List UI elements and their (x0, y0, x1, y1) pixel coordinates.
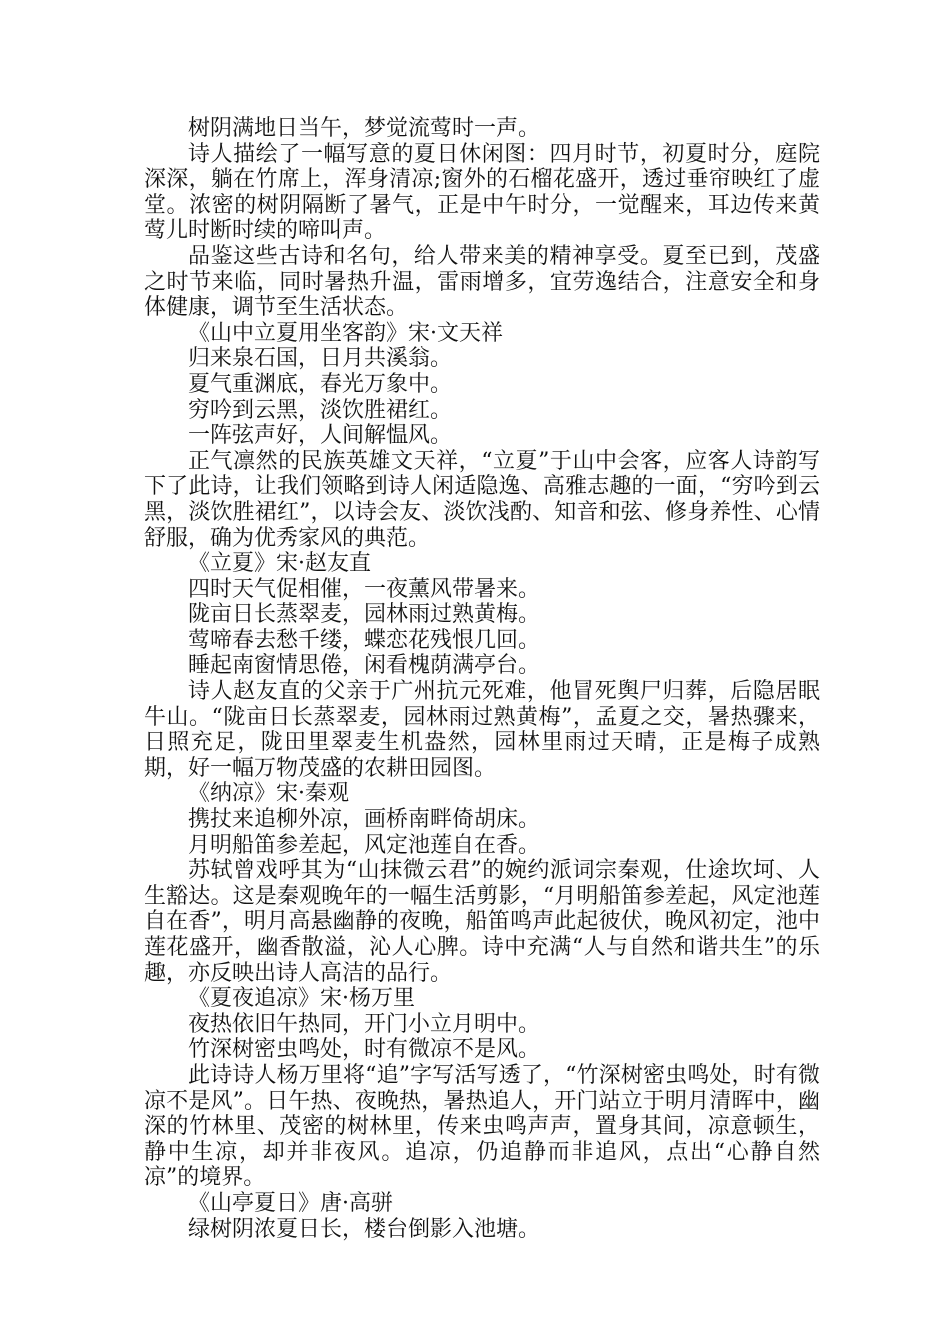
poem-line: 绿树阴浓夏日长，楼台倒影入池塘。 (188, 1216, 541, 1242)
poem-line: 陇亩日长蒸翠麦，园林雨过熟黄梅。 (188, 602, 541, 628)
poem-title: 《立夏》宋·赵友直 (188, 551, 371, 577)
commentary-paragraph: 正气凛然的民族英雄文天祥，“立夏”于山中会客，应客人诗韵写下了此诗，让我们领略到诗人闲适隐逸、高雅志趣的一面，“穷吟到云黑，淡饮胜裙红”，以诗会友、淡饮浅酌、知音和弦、修身养性、心情舒服，确为优秀家风的典范。 (144, 448, 820, 551)
poem-line: 月明船笛参差起，风定池莲自在香。 (188, 832, 541, 858)
poem-line: 夏气重渊底，春光万象中。 (188, 371, 453, 397)
document-body (144, 116, 820, 1242)
poem-line: 莺啼春去愁千缕，蝶恋花残恨几回。 (188, 627, 541, 653)
poem-line: 夜热依旧午热同，开门小立月明中。 (188, 1011, 541, 1037)
poem-line: 一阵弦声好，人间解愠风。 (188, 423, 453, 449)
poem-line: 归来泉石国，日月共溪翁。 (188, 346, 453, 372)
poem-title: 《纳凉》宋·秦观 (188, 781, 349, 807)
poem-line: 睡起南窗情思倦，闲看槐荫满亭台。 (188, 653, 541, 679)
poem-line: 携扙来追柳外凉，画桥南畔倚胡床。 (188, 807, 541, 833)
commentary-paragraph: 苏轼曾戏呼其为“山抹微云君”的婉约派词宗秦观，仕途坎坷、人生豁达。这是秦观晚年的一幅生活剪影，“月明船笛参差起，风定池莲自在香”，明月高悬幽静的夜晚，船笛鸣声此起彼伏，晚风初定，池中莲花盛开，幽香散溢，沁人心脾。诗中充满“人与自然和谐共生”的乐趣，亦反映出诗人高洁的品行。 (144, 858, 820, 986)
poem-title: 《山亭夏日》唐·高骈 (188, 1190, 393, 1216)
poem-title: 《山中立夏用坐客韵》宋·文天祥 (188, 320, 503, 346)
commentary-paragraph: 品鉴这些古诗和名句，给人带来美的精神享受。夏至已到，茂盛之时节来临，同时暑热升温，雷雨增多，宜劳逸结合，注意安全和身体健康，调节至生活状态。 (144, 243, 820, 321)
poem-line: 树阴满地日当午，梦觉流莺时一声。 (188, 116, 541, 141)
poem-line: 四时天气促相催，一夜薰风带暑来。 (188, 576, 541, 602)
commentary-paragraph: 诗人赵友直的父亲于广州抗元死难，他冒死舆尸归葬，后隐居眠牛山。“陇亩日长蒸翠麦，园林雨过熟黄梅”，孟夏之交，暑热骤来，日照充足，陇田里翠麦生机盎然，园林里雨过天晴，正是梅子成熟期，好一幅万物茂盛的农耕田园图。 (144, 679, 820, 781)
poem-line: 竹深树密虫鸣处，时有微凉不是风。 (188, 1037, 541, 1063)
commentary-paragraph: 此诗诗人杨万里将“追”字写活写透了，“竹深树密虫鸣处，时有微凉不是风”。日午热、夜晚热，暑热追人，开门站立于明月清晖中，幽深的竹林里、茂密的树林里，传来虫鸣声声，置身其间，凉意顿生，静中生凉，却并非夜风。追凉，仍追静而非追风，点出“心静自然凉”的境界。 (144, 1062, 820, 1191)
poem-title: 《夏夜追凉》宋·杨万里 (188, 986, 415, 1012)
commentary-paragraph: 诗人描绘了一幅写意的夏日休闲图：四月时节，初夏时分，庭院深深，躺在竹席上，浑身清凉;窗外的石榴花盛开，透过垂帘映红了虚堂。浓密的树阴隔断了暑气，正是中午时分，一觉醒来，耳边传来黄莺儿时断时续的啼叫声。 (144, 141, 820, 244)
poem-line: 穷吟到云黑，淡饮胜裙红。 (188, 397, 453, 423)
